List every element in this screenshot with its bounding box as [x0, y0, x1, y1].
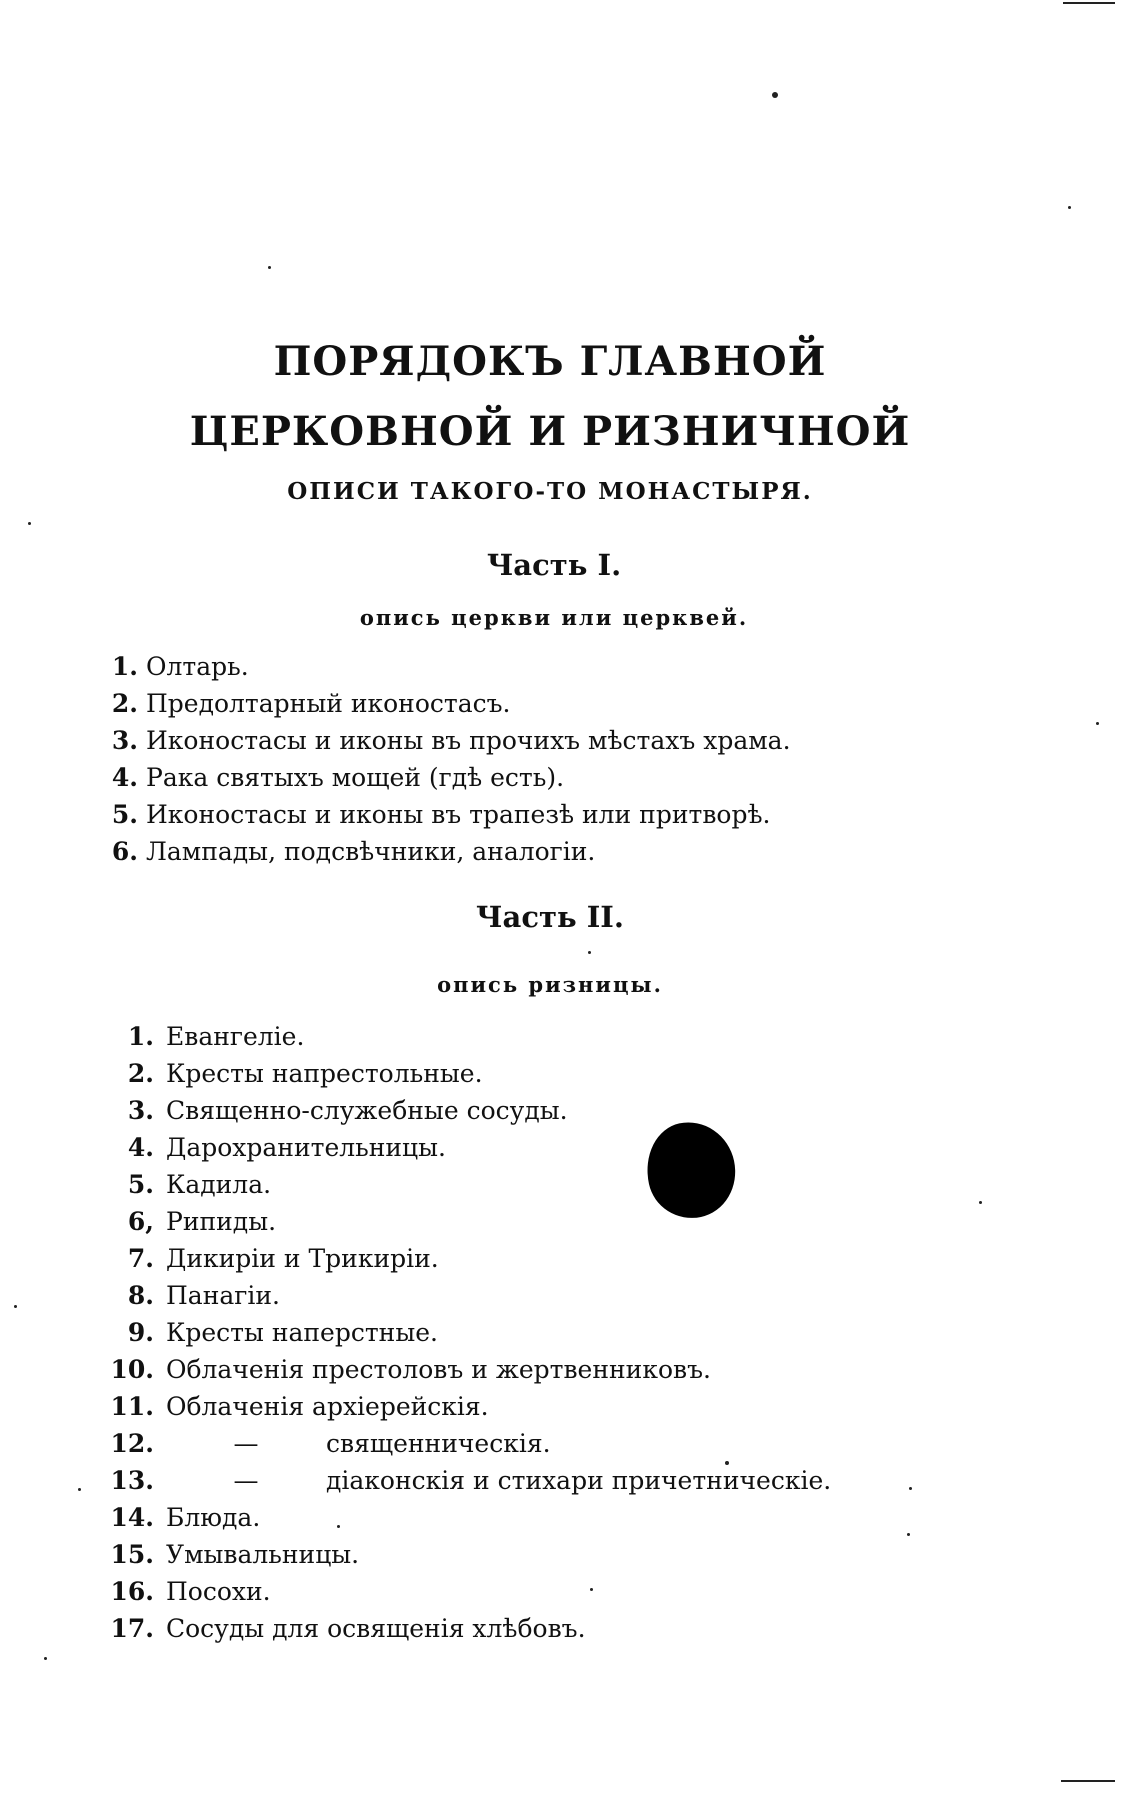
top-edge-rule — [1063, 2, 1115, 4]
list-item — [96, 1203, 831, 1240]
part-2-heading: Часть II. — [476, 900, 624, 934]
ink-speck — [1096, 722, 1099, 725]
ink-speck — [725, 1461, 729, 1465]
item-number: 4. — [127, 1133, 154, 1162]
item-text: Предолтарный иконостасъ. — [146, 689, 511, 718]
ink-speck — [979, 1201, 982, 1204]
list-item — [96, 1018, 831, 1055]
item-number: 3. — [127, 1096, 154, 1125]
item-number: 17. — [110, 1614, 154, 1643]
ink-speck — [44, 1657, 47, 1660]
ink-speck — [14, 1305, 17, 1308]
item-text: Иконостасы и иконы въ прочихъ мѣстахъ храма. — [146, 726, 791, 755]
ink-speck — [907, 1533, 910, 1536]
item-number: 7. — [127, 1244, 154, 1273]
item-number: 16. — [110, 1577, 154, 1606]
item-number: 15. — [110, 1540, 154, 1569]
item-text: Умывальницы. — [166, 1540, 360, 1569]
item-number: 6, — [127, 1207, 154, 1236]
item-number: 9. — [127, 1318, 154, 1347]
list-item — [96, 1277, 831, 1314]
item-number: 1. — [111, 652, 138, 681]
list-item — [95, 722, 791, 759]
list-item — [96, 1314, 831, 1351]
title-line-2: ЦЕРКОВНОЙ И РИЗНИЧНОЙ — [189, 408, 911, 455]
ink-speck — [78, 1488, 81, 1491]
ink-speck — [28, 522, 31, 525]
item-number: 5. — [127, 1170, 154, 1199]
item-text: священническія. — [326, 1429, 551, 1458]
list-item — [96, 1425, 831, 1462]
item-number: 13. — [110, 1466, 154, 1495]
ink-speck — [1068, 206, 1071, 209]
item-text: Дикиріи и Трикиріи. — [166, 1244, 439, 1273]
list-item — [96, 1092, 831, 1129]
item-text: Панагіи. — [166, 1281, 280, 1310]
list-item — [95, 833, 791, 870]
item-text: Евангеліе. — [166, 1022, 305, 1051]
item-number: 11. — [110, 1392, 154, 1421]
part-1-heading: Часть I. — [486, 548, 622, 582]
item-text: Рипиды. — [166, 1207, 277, 1236]
item-text: Посохи. — [166, 1577, 271, 1606]
list-item — [96, 1462, 831, 1499]
title-line-1: ПОРЯДОКЪ ГЛАВНОЙ — [273, 338, 827, 385]
ink-speck — [268, 266, 271, 269]
list-item — [95, 759, 791, 796]
bottom-edge-rule — [1061, 1780, 1115, 1782]
item-text: Дарохранительницы. — [166, 1133, 446, 1162]
title-line-3: ОПИСИ ТАКОГО-ТО МОНАСТЫРЯ. — [287, 478, 813, 505]
item-text: діаконскія и стихари причетническіе. — [326, 1466, 832, 1495]
ink-speck — [590, 1588, 593, 1591]
item-text: Блюда. — [166, 1503, 261, 1532]
ink-speck — [772, 92, 778, 98]
item-number: 4. — [111, 763, 138, 792]
list-item — [96, 1610, 831, 1647]
list-item — [96, 1351, 831, 1388]
item-text: Рака святыхъ мощей (гдѣ есть). — [146, 763, 565, 792]
item-number: 5. — [111, 800, 138, 829]
part-1-subheading: опись церкви или церквей. — [359, 605, 749, 630]
item-number: 2. — [127, 1059, 154, 1088]
item-text: Кресты наперстные. — [166, 1318, 438, 1347]
item-text: Сосуды для освященія хлѣбовъ. — [166, 1614, 586, 1643]
item-number: 3. — [111, 726, 138, 755]
list-item — [96, 1573, 831, 1610]
ink-speck — [337, 1525, 340, 1528]
item-number: 12. — [110, 1429, 154, 1458]
item-number: 14. — [110, 1503, 154, 1532]
item-text: Олтарь. — [146, 652, 249, 681]
part-1-list — [95, 648, 791, 870]
item-text: Облаченія престоловъ и жертвенниковъ. — [166, 1355, 711, 1384]
item-text: Иконостасы и иконы въ трапезѣ или притворѣ. — [146, 800, 771, 829]
item-number: 1. — [127, 1022, 154, 1051]
item-number: 6. — [111, 837, 138, 866]
ink-speck — [909, 1487, 912, 1490]
list-item — [96, 1499, 831, 1536]
item-text: Кадила. — [166, 1170, 272, 1199]
list-item — [96, 1388, 831, 1425]
item-text: Священно-служебные сосуды. — [166, 1096, 568, 1125]
ink-speck — [588, 951, 591, 954]
list-item — [95, 796, 791, 833]
list-item — [96, 1055, 831, 1092]
list-item — [95, 648, 791, 685]
item-number: 8. — [127, 1281, 154, 1310]
list-item — [96, 1240, 831, 1277]
ditto-dash: — — [233, 1429, 259, 1458]
item-text: Кресты напрестольные. — [166, 1059, 483, 1088]
list-item — [96, 1536, 831, 1573]
item-text: Облаченія архіерейскія. — [166, 1392, 489, 1421]
item-number: 10. — [110, 1355, 154, 1384]
item-text: Лампады, подсвѣчники, аналогіи. — [146, 837, 596, 866]
item-number: 2. — [111, 689, 138, 718]
part-2-subheading: опись ризницы. — [437, 972, 663, 997]
list-item — [95, 685, 791, 722]
ditto-dash: — — [233, 1466, 259, 1495]
part-2-list — [96, 1018, 831, 1647]
